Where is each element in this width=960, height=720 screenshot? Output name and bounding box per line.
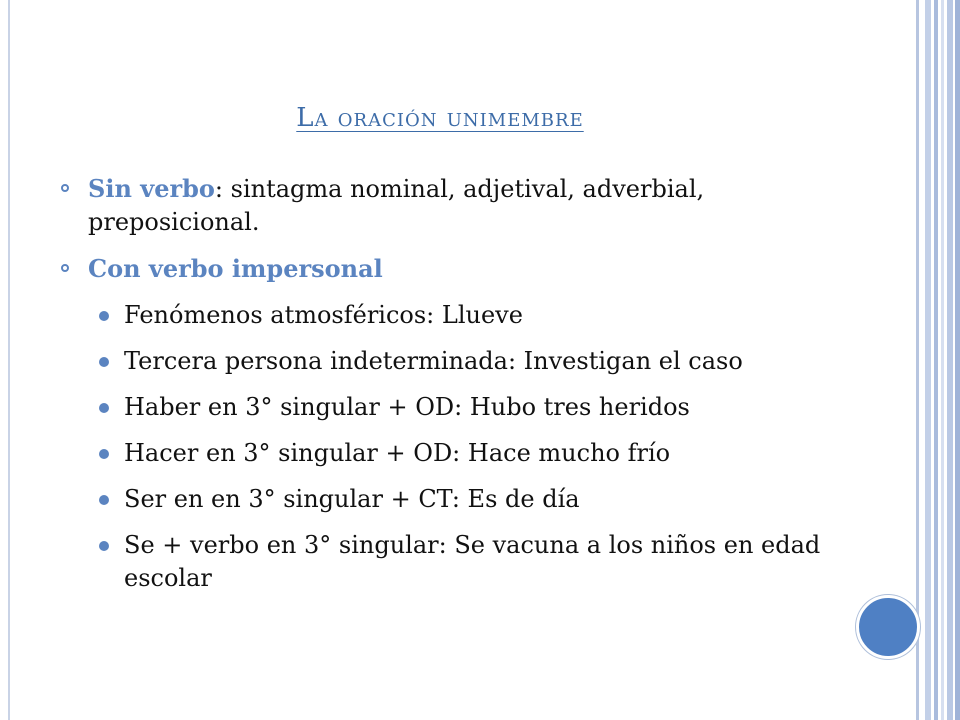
sub-bullet-text: Haber en 3° singular + OD: Hubo tres heridos xyxy=(124,393,690,421)
bullet-accent: Con verbo impersonal xyxy=(88,254,383,283)
decorative-circle xyxy=(856,595,920,659)
dot-bullet-icon xyxy=(99,495,109,505)
dot-bullet-icon xyxy=(99,357,109,367)
sub-bullet-text: Ser en en 3° singular + CT: Es de día xyxy=(124,485,580,513)
bullet-list xyxy=(60,172,840,608)
dot-bullet-icon xyxy=(99,311,109,321)
dot-bullet-icon xyxy=(99,449,109,459)
decorative-stripe xyxy=(941,0,944,720)
sub-bullet-item xyxy=(60,299,840,332)
bullet-item xyxy=(60,252,840,286)
sub-bullet-item xyxy=(60,437,840,470)
dot-bullet-icon xyxy=(99,403,109,413)
sub-bullet-item xyxy=(60,391,840,424)
sub-bullet-item xyxy=(60,483,840,516)
sub-bullet-item xyxy=(60,345,840,378)
bullet-item xyxy=(60,172,840,239)
dot-bullet-icon xyxy=(99,541,109,551)
sub-bullet-text: Hacer en 3° singular + OD: Hace mucho frío xyxy=(124,439,671,467)
bullet-text: : sintagma nominal, adjetival, adverbial, preposicional. xyxy=(88,175,705,236)
ring-bullet-icon xyxy=(61,264,69,272)
sub-bullet-text: Fenómenos atmosféricos: Llueve xyxy=(124,301,523,329)
sub-bullet-text: Se + verbo en 3° singular: Se vacuna a los niños en edad escolar xyxy=(124,531,821,592)
sub-bullet-text: Tercera persona indeterminada: Investigan el caso xyxy=(124,347,743,375)
slide-title: La oración unimembre xyxy=(296,103,584,133)
decorative-stripe xyxy=(947,0,953,720)
sub-bullet-item xyxy=(60,529,840,595)
bullet-accent: Sin verbo xyxy=(88,174,215,203)
ring-bullet-icon xyxy=(61,184,69,192)
decorative-stripe xyxy=(955,0,960,720)
decorative-stripe xyxy=(925,0,931,720)
decorative-stripe xyxy=(934,0,938,720)
